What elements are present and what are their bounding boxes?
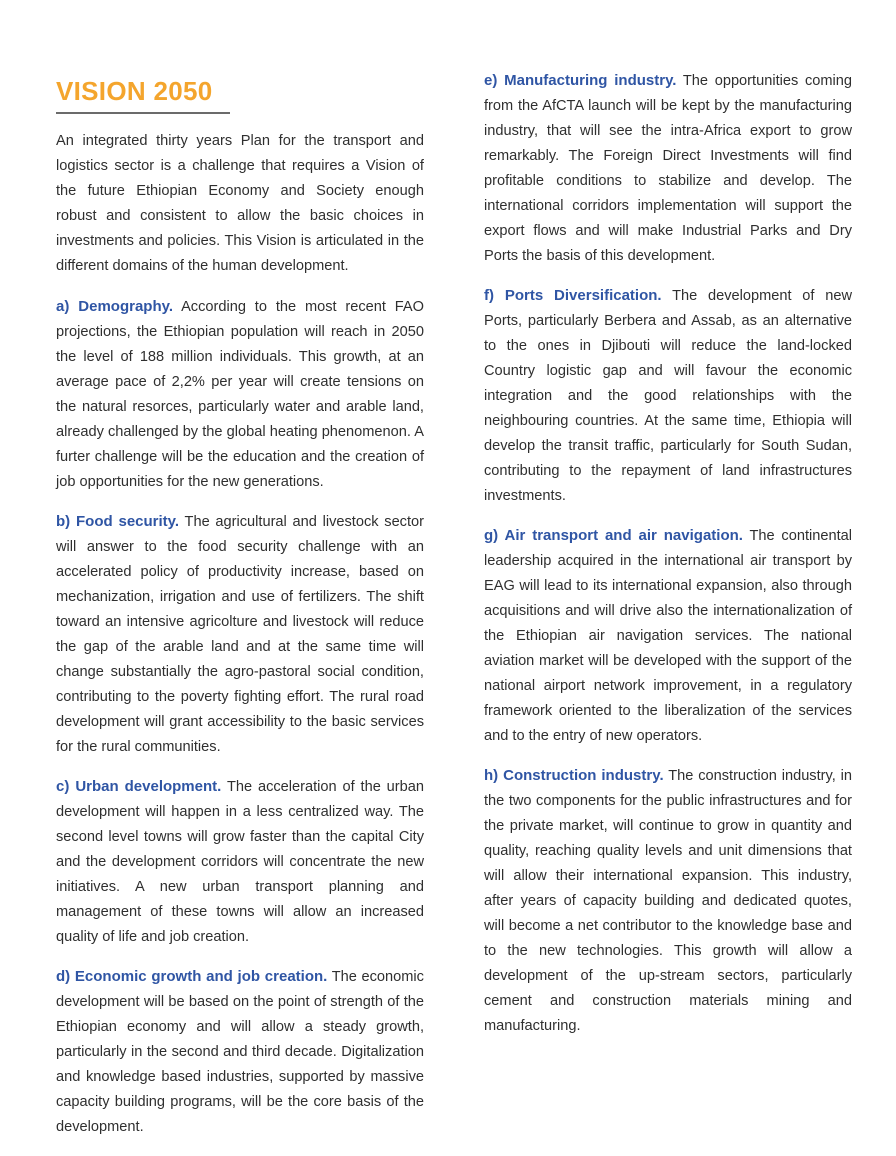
section-paragraph: [484, 68, 852, 269]
section-food-security: [56, 509, 424, 760]
section-paragraph: [484, 523, 852, 749]
section-ports: [484, 283, 852, 509]
section-text: According to the most recent FAO projections, the Ethiopian population will reach in 2050 the level of 188 million individuals. This growth, at an average pace of 2,2% per year will create tensions on the natural resorces, particularly water and arable land, already challenged by the global heating phenomenon. A furter challenge will be the education and the creation of job opportunities for the new generations.: [56, 299, 425, 490]
section-heading: d) Economic growth and job creation.: [56, 968, 328, 985]
section-paragraph: [56, 294, 424, 495]
section-urban-development: [56, 774, 424, 950]
section-heading: e) Manufacturing industry.: [484, 72, 677, 89]
section-paragraph: [56, 964, 424, 1140]
title-underline: [56, 112, 230, 114]
section-air-transport: [484, 523, 852, 749]
section-heading: a) Demography.: [56, 298, 174, 315]
section-paragraph: [484, 763, 852, 1039]
section-heading: h) Construction industry.: [484, 767, 664, 784]
section-text: The development of new Ports, particularly Berbera and Assab, as an alternative to the ones in Djibouti will reduce the land-locked Country logistic gap and will favour the economic integration and the good relationships with the neighbouring countries. At the same time, Ethiopia will develop the transit traffic, particularly for South Sudan, contributing to the repayment of land infrastructures investments.: [484, 288, 852, 504]
page-title: VISION 2050: [56, 76, 213, 106]
section-paragraph: [56, 509, 424, 760]
section-text: The opportunities coming from the AfCTA launch will be kept by the manufacturing industry, that will see the intra-Africa export to grow remarkably. The Foreign Direct Investments will find profitable conditions to stabilize and develop. The international corridors implementation will support the export flows and will make Industrial Parks and Dry Ports the basis of this development.: [484, 73, 852, 264]
section-heading: g) Air transport and air navigation.: [484, 527, 743, 544]
section-paragraph: [484, 283, 852, 509]
section-text: The acceleration of the urban development will happen in a less centralized way. The second level towns will grow faster than the capital City and the development corridors will concentrate the new initiatives. A new urban transport planning and management of these towns will allow an increased quality of life and job creation.: [56, 779, 425, 945]
section-paragraph: [56, 774, 424, 950]
section-heading: c) Urban development.: [56, 778, 222, 795]
intro-paragraph: An integrated thirty years Plan for the transport and logistics sector is a challenge that requires a Vision of the future Ethiopian Economy and Society enough robust and consistent to allow the basic choices in investments and policies. This Vision is articulated in the different domains of the human development.: [56, 133, 424, 274]
section-demography: [56, 294, 424, 495]
section-heading: f) Ports Diversification.: [484, 287, 662, 304]
section-heading: b) Food security.: [56, 513, 180, 530]
section-text: The continental leadership acquired in the international air transport by EAG will lead to its international expansion, also through acquisitions and will drive also the internationalization of the Ethiopian air navigation services. The national aviation market will be developed with the support of the national airport network improvement, in a regulatory framework oriented to the liberalization of the services and to the entry of new operators.: [484, 528, 853, 744]
section-text: The economic development will be based on the point of strength of the Ethiopian economy and will allow a steady growth, particularly in the second and third decade. Digitalization and knowledge based industries, supported by massive capacity building programs, will be the core basis of the development.: [56, 969, 424, 1135]
section-construction: [484, 763, 852, 1039]
section-text: The construction industry, in the two components for the public infrastructures and for the private market, will continue to grow in quantity and quality, reaching quality levels and unit dimensions that will allow their international expansion. This industry, after years of capacity building and dedicated quotes, will become a net contributor to the knowledge base and to the new technologies. This growth will allow a development of the up-stream sectors, particularly cement and construction materials mining and manufacturing.: [484, 768, 852, 1034]
section-economic-growth: [56, 964, 424, 1140]
section-text: The agricultural and livestock sector will answer to the food security challenge with an accelerated policy of productivity increase, based on mechanization, irrigation and use of fertilizers. The shift toward an intensive agricolture and livestock will reduce the gap of the arable land and at the same time will change substantially the agro-pastoral social condition, contributing to the poverty fighting effort. The rural road development will grant accessibility to the basic services for the rural communities.: [56, 514, 425, 755]
section-manufacturing: [484, 68, 852, 269]
